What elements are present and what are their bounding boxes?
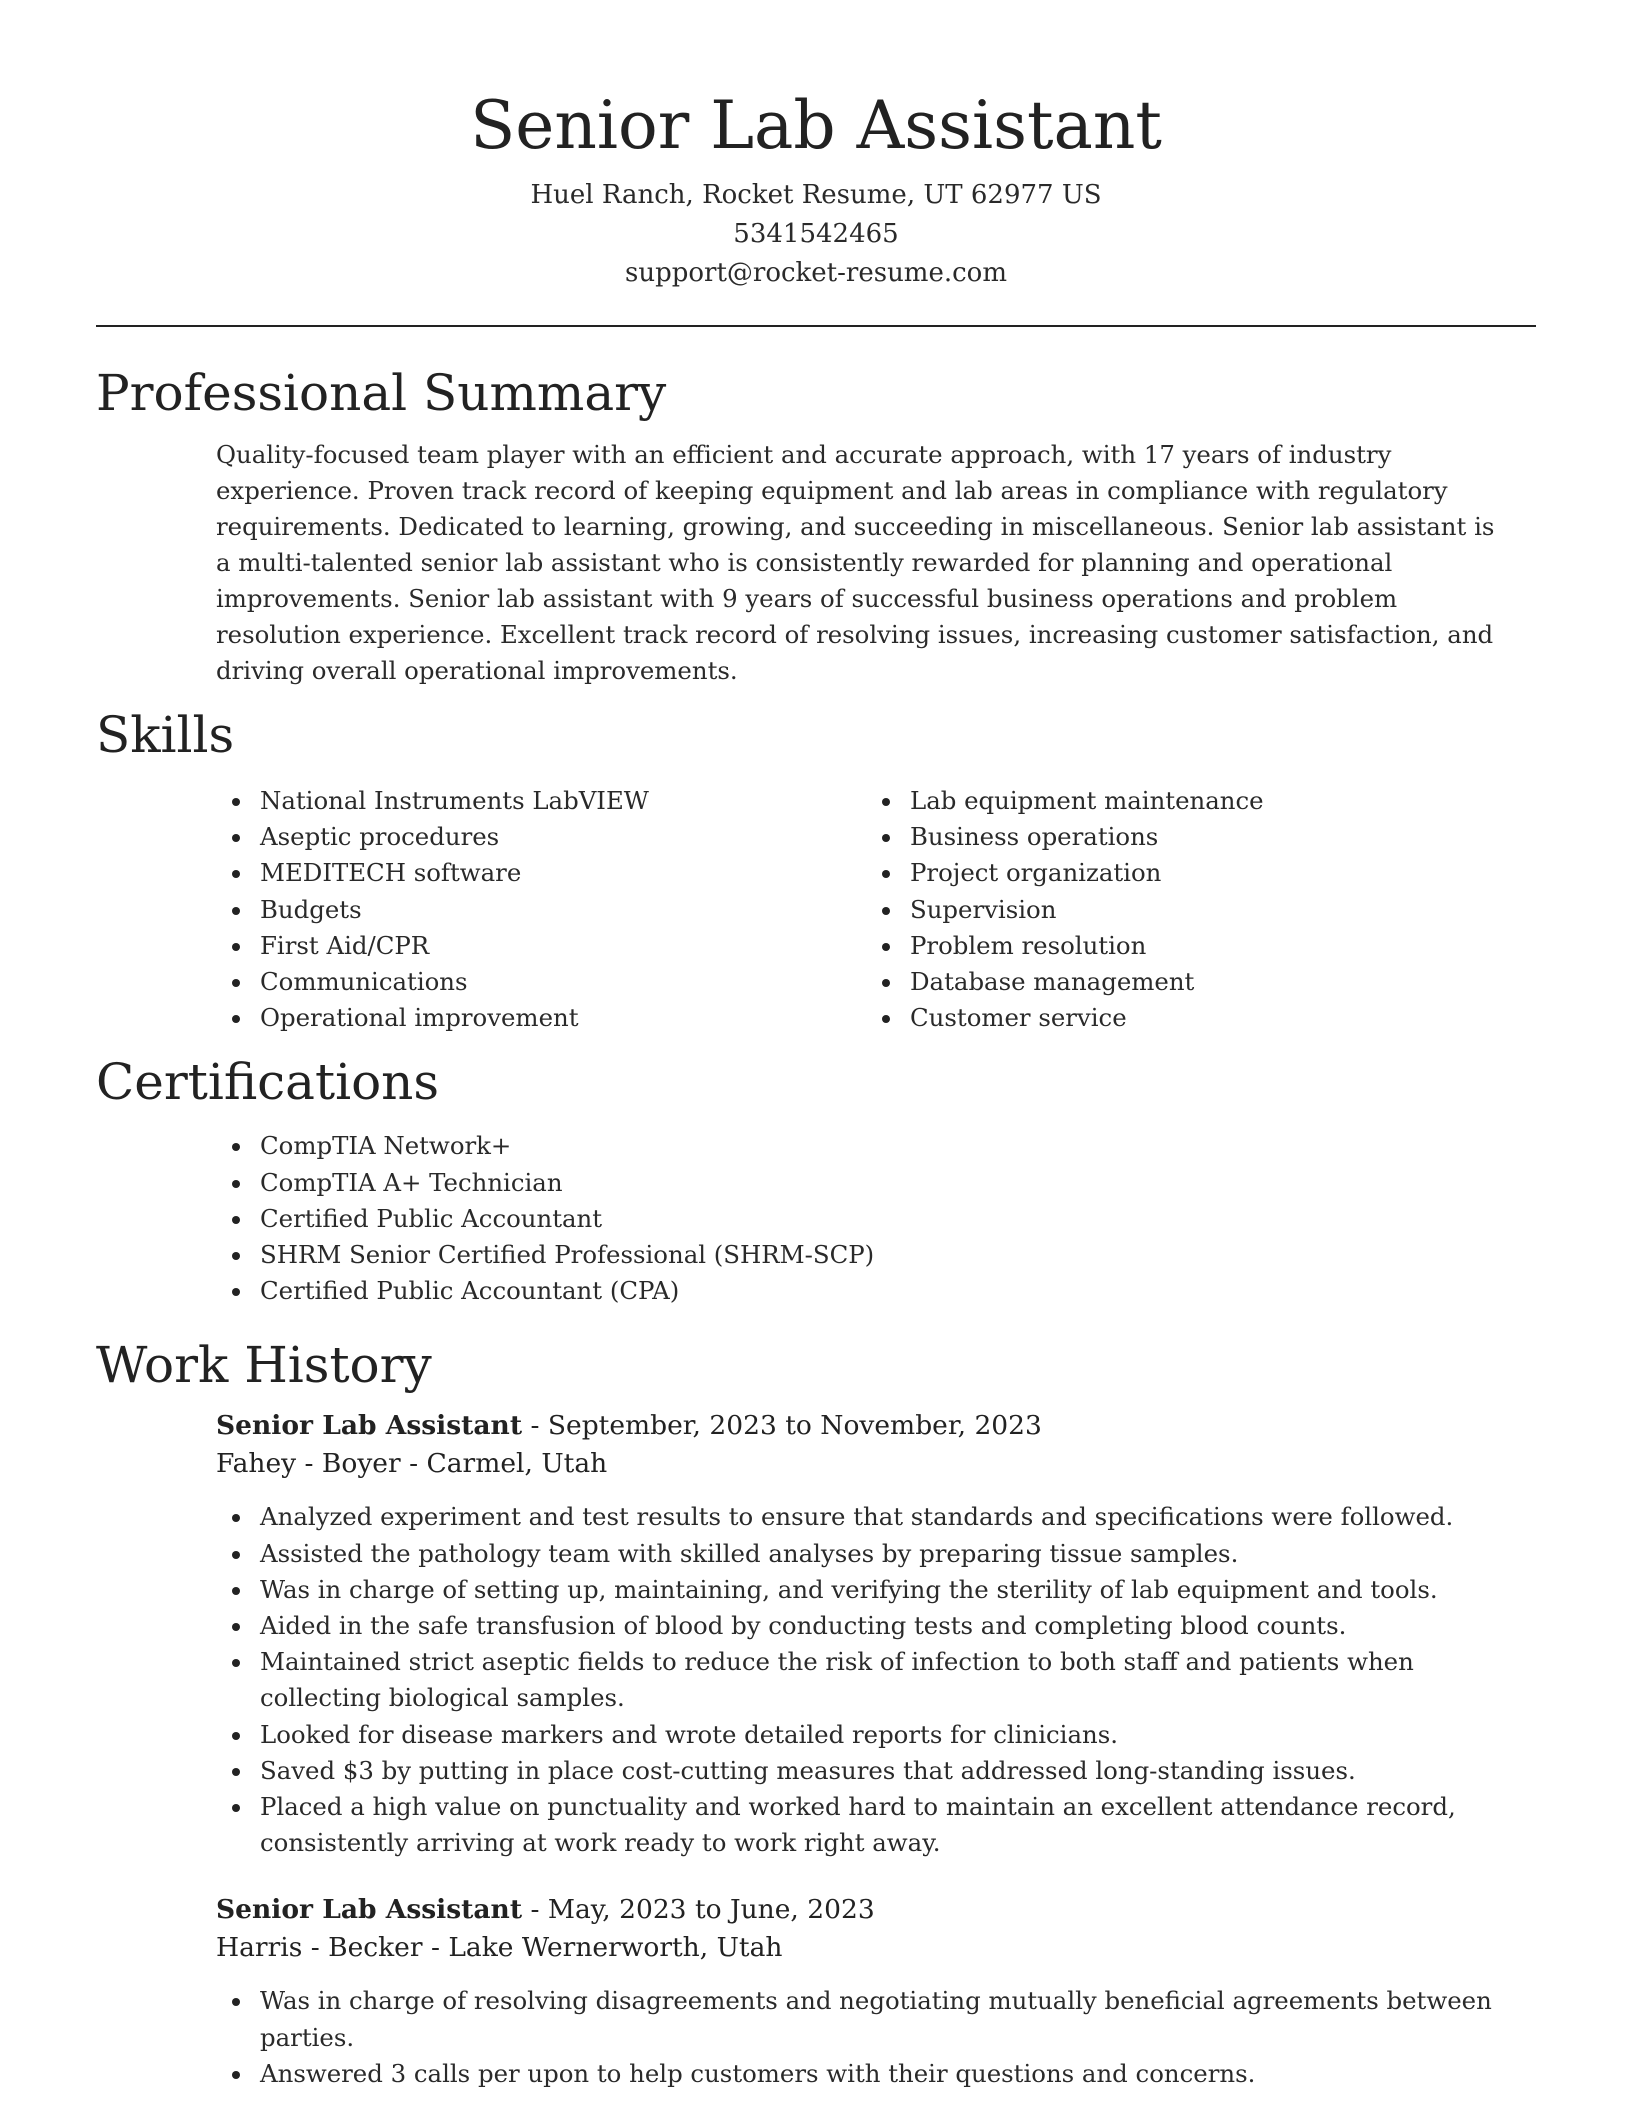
- skill-item: Communications: [216, 964, 866, 1000]
- certification-item: Certified Public Accountant (CPA): [216, 1273, 1536, 1309]
- section-title-certifications: Certifications: [96, 1053, 440, 1112]
- resume-name: Senior Lab Assistant: [470, 87, 1162, 164]
- contact-email: support@rocket-resume.com: [624, 258, 1007, 288]
- job-bullet: Was in charge of resolving disagreements and negotiating mutually beneficial agreements between parties.: [216, 1983, 1536, 2055]
- resume-page: [96, 0, 1536, 2092]
- skill-item: Project organization: [866, 855, 1516, 891]
- certification-item: Certified Public Accountant: [216, 1201, 1536, 1237]
- job-dates: - September, 2023 to November, 2023: [522, 1410, 1042, 1442]
- skill-item: Aseptic procedures: [216, 819, 866, 855]
- skill-item: Budgets: [216, 892, 866, 928]
- header-divider: [96, 325, 1536, 327]
- job-entry: [216, 1891, 1536, 2092]
- job-bullets: [216, 1983, 1536, 2092]
- job-bullet: Answered 3 calls per upon to help customers with their questions and concerns.: [216, 2056, 1536, 2092]
- skill-item: Operational improvement: [216, 1000, 866, 1036]
- section-title-summary: Professional Summary: [96, 364, 667, 422]
- section-title-skills: Skills: [96, 706, 235, 764]
- job-bullet: Saved $3 by putting in place cost-cutting measures that addressed long-standing issues.: [216, 1753, 1536, 1789]
- job-bullet: Looked for disease markers and wrote detailed reports for clinicians.: [216, 1717, 1536, 1753]
- certification-item: CompTIA Network+: [216, 1128, 1536, 1164]
- section-title-work-history: Work History: [96, 1336, 432, 1395]
- job-bullet: Assisted the pathology team with skilled analyses by preparing tissue samples.: [216, 1536, 1536, 1572]
- job-company: Harris - Becker - Lake Wernerworth, Utah: [216, 1932, 783, 1964]
- job-role: Senior Lab Assistant: [216, 1894, 523, 1926]
- job-dates: - May, 2023 to June, 2023: [522, 1894, 875, 1926]
- skill-item: Business operations: [866, 819, 1516, 855]
- skill-item: Customer service: [866, 1000, 1516, 1036]
- job-entry: [216, 1407, 1536, 1861]
- skill-item: Lab equipment maintenance: [866, 783, 1516, 819]
- certifications-list: [216, 1128, 1536, 1309]
- job-role: Senior Lab Assistant: [216, 1410, 523, 1442]
- contact-address: Huel Ranch, Rocket Resume, UT 62977 US: [530, 180, 1102, 210]
- skill-item: MEDITECH software: [216, 855, 866, 891]
- skill-item: Supervision: [866, 892, 1516, 928]
- skill-item: Database management: [866, 964, 1516, 1000]
- job-title-line: [216, 1891, 1536, 1929]
- job-bullet: Was in charge of setting up, maintaining, and verifying the sterility of lab equipment and tools.: [216, 1572, 1536, 1608]
- job-title-line: [216, 1407, 1536, 1445]
- skills-list-left: [216, 783, 866, 1036]
- skill-item: National Instruments LabVIEW: [216, 783, 866, 819]
- certification-item: CompTIA A+ Technician: [216, 1165, 1536, 1201]
- skills-list-right: [866, 783, 1516, 1036]
- summary-text: Quality-focused team player with an efficient and accurate approach, with 17 years of industry experience. Proven track record of keeping equipment and lab areas in compliance with regulatory requirements. Dedicated to learning, growing, and succeeding in miscellaneous. Senior lab assistant is a multi-talented senior lab assistant who is consistently rewarded for planning and operational improvements. Senior lab assistant with 9 years of successful business operations and problem resolution experience. Excellent track record of resolving issues, increasing customer satisfaction, and driving overall operational improvements.: [216, 440, 1495, 685]
- contact-phone: 5341542465: [733, 219, 899, 249]
- skills-columns: [216, 783, 1536, 1036]
- job-bullet: Maintained strict aseptic fields to reduce the risk of infection to both staff and patients when collecting biological samples.: [216, 1644, 1536, 1716]
- skill-item: First Aid/CPR: [216, 928, 866, 964]
- job-bullet: Analyzed experiment and test results to ensure that standards and specifications were followed.: [216, 1499, 1536, 1535]
- contact-info: [96, 176, 1536, 293]
- skill-item: Problem resolution: [866, 928, 1516, 964]
- job-bullet: Aided in the safe transfusion of blood by conducting tests and completing blood counts.: [216, 1608, 1536, 1644]
- resume-header: [96, 0, 1536, 293]
- job-bullets: [216, 1499, 1536, 1861]
- job-company: Fahey - Boyer - Carmel, Utah: [216, 1448, 608, 1480]
- certification-item: SHRM Senior Certified Professional (SHRM-SCP): [216, 1237, 1536, 1273]
- job-bullet: Placed a high value on punctuality and worked hard to maintain an excellent attendance record, consistently arriving at work ready to work right away.: [216, 1789, 1536, 1861]
